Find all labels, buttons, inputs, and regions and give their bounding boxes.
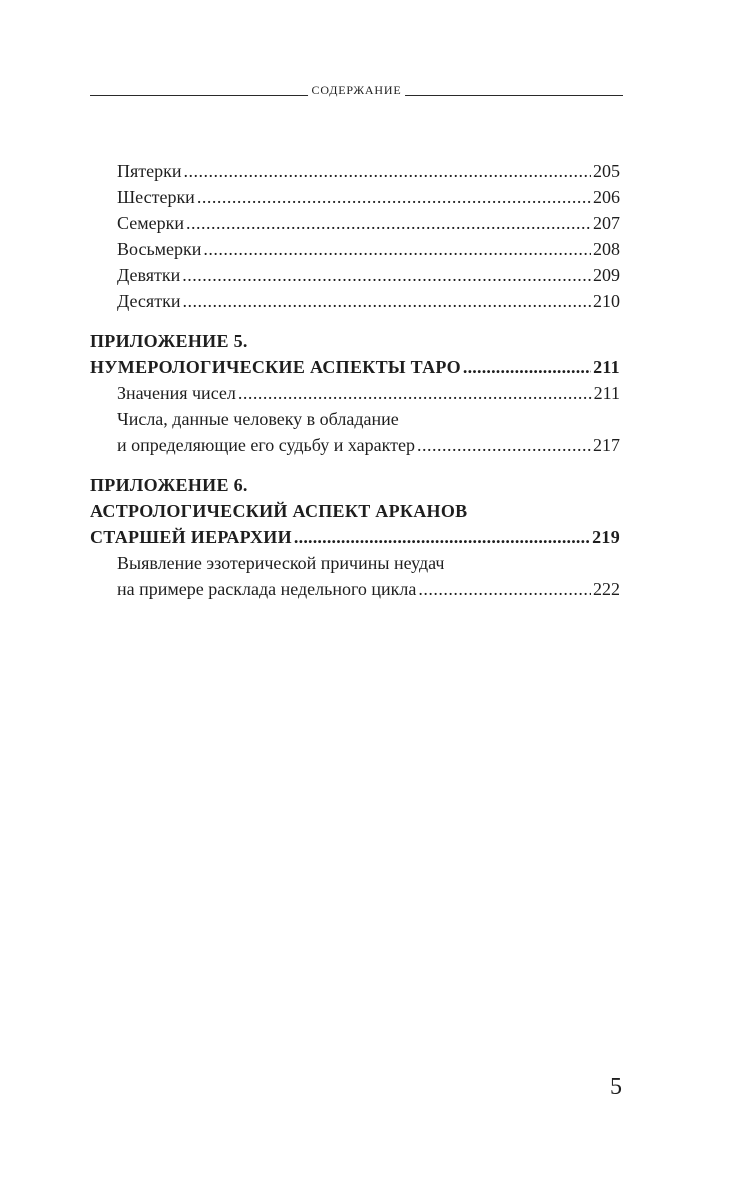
dot-leader — [203, 236, 591, 262]
dot-leader — [197, 184, 591, 210]
toc-entry-label: Пятерки — [117, 161, 182, 181]
appendix-6-title-line-3: СТАРШЕЙ ИЕРАРХИИ — [90, 527, 292, 547]
toc-entry-label: Семерки — [117, 213, 184, 233]
toc-entry-page: 206 — [593, 187, 620, 207]
appendix-5-title-line-1[interactable]: ПРИЛОЖЕНИЕ 5. — [90, 331, 248, 351]
section-gap — [90, 458, 620, 472]
appendix-5-page: 211 — [593, 357, 620, 377]
toc-entry-label: Десятки — [117, 291, 181, 311]
appendix-6-title-line-1[interactable]: ПРИЛОЖЕНИЕ 6. — [90, 475, 248, 495]
appendix-6-page: 219 — [592, 527, 620, 547]
toc-entry-line-1[interactable]: Выявление эзотерической причины неудач — [117, 553, 445, 573]
toc-entry-page: 211 — [593, 383, 620, 403]
toc-entry[interactable] — [90, 576, 620, 602]
toc-entry[interactable] — [90, 432, 620, 458]
appendix-5-title-line-2: НУМЕРОЛОГИЧЕСКИЕ АСПЕКТЫ ТАРО — [90, 357, 461, 377]
toc-entry[interactable] — [90, 236, 620, 262]
dot-leader — [238, 380, 592, 406]
appendix-5-entry[interactable] — [90, 354, 620, 380]
toc-entry[interactable] — [90, 184, 620, 210]
toc-entry-page: 210 — [593, 291, 620, 311]
dot-leader — [463, 354, 591, 380]
toc-entry[interactable] — [90, 262, 620, 288]
toc-entry-label: и определяющие его судьбу и характер — [117, 435, 415, 455]
dot-leader — [418, 576, 591, 602]
toc-entry-line-1[interactable]: Числа, данные человеку в обладание — [117, 409, 399, 429]
toc-entry[interactable] — [90, 288, 620, 314]
section-gap — [90, 314, 620, 328]
dot-leader — [186, 210, 591, 236]
dot-leader — [294, 524, 590, 550]
toc-entry-label: Восьмерки — [117, 239, 202, 259]
appendix-6-entry[interactable] — [90, 524, 620, 550]
table-of-contents — [90, 158, 620, 602]
running-title: СОДЕРЖАНИЕ — [308, 82, 406, 98]
dot-leader — [417, 432, 591, 458]
toc-entry-label: Девятки — [117, 265, 181, 285]
toc-entry-page: 222 — [593, 579, 620, 599]
toc-entry[interactable] — [90, 158, 620, 184]
toc-entry-page: 207 — [593, 213, 620, 233]
page-number: 5 — [610, 1074, 622, 1100]
running-header — [90, 82, 623, 102]
toc-entry-page: 209 — [593, 265, 620, 285]
toc-entry-label: Значения чисел — [117, 383, 236, 403]
dot-leader — [184, 158, 591, 184]
toc-entry-page: 217 — [593, 435, 620, 455]
dot-leader — [182, 262, 591, 288]
toc-entry[interactable] — [90, 380, 620, 406]
toc-entry[interactable] — [90, 210, 620, 236]
toc-entry-page: 205 — [593, 161, 620, 181]
toc-entry-page: 208 — [593, 239, 620, 259]
appendix-6-title-line-2[interactable]: АСТРОЛОГИЧЕСКИЙ АСПЕКТ АРКАНОВ — [90, 501, 468, 521]
toc-entry-label: на примере расклада недельного цикла — [117, 579, 417, 599]
toc-entry-label: Шестерки — [117, 187, 195, 207]
dot-leader — [182, 288, 591, 314]
